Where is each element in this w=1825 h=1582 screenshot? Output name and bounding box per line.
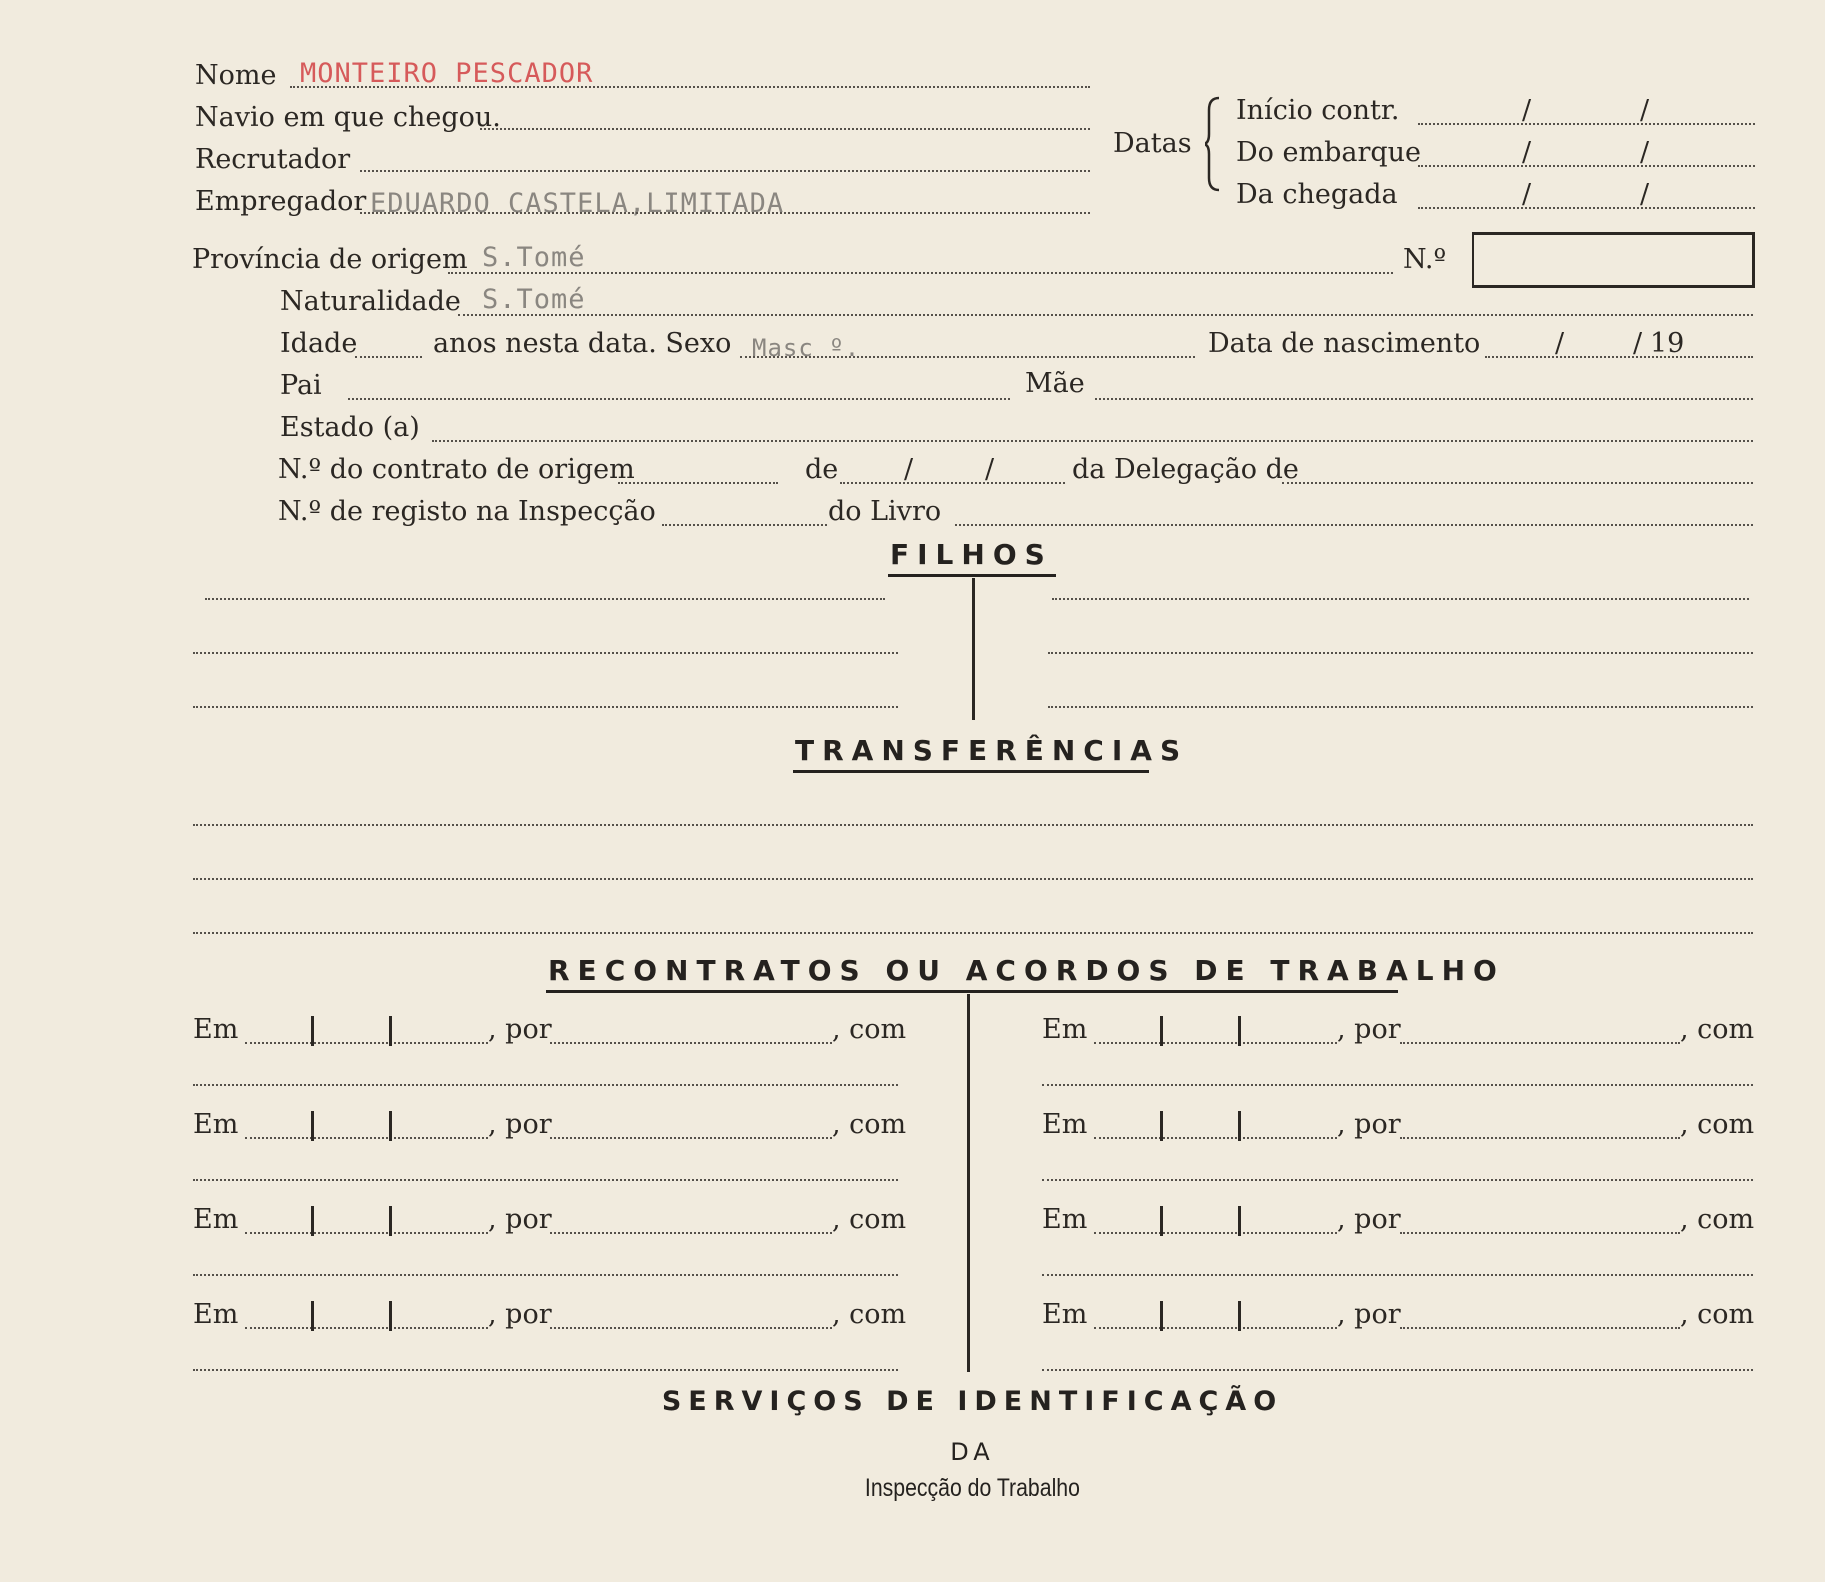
numero-box (1472, 232, 1755, 288)
delegacao-label: da Delegação de (1072, 454, 1299, 485)
nome-label: Nome (195, 60, 277, 91)
transferencias-line (193, 878, 1753, 880)
mae-line (1095, 398, 1753, 400)
datas-label: Datas (1113, 128, 1192, 159)
provincia-line (448, 272, 1393, 274)
provincia-value: S.Tomé (482, 242, 586, 273)
sexo-line (740, 356, 1195, 358)
nome-line (290, 86, 1090, 88)
embarque-line (1418, 165, 1755, 167)
idade-line (355, 356, 422, 358)
transferencias-heading: TRANSFERÊNCIAS (795, 734, 1189, 767)
naturalidade-label: Naturalidade (280, 286, 461, 317)
contrato-label: N.º do contrato de origem (278, 454, 635, 485)
recrutador-label: Recrutador (195, 144, 351, 175)
transferencias-underline (793, 770, 1149, 773)
datas-brace (1205, 96, 1229, 192)
inicio-label: Início contr. (1236, 95, 1400, 126)
recontratos-divider (967, 994, 970, 1372)
filhos-divider (972, 578, 975, 720)
estado-label: Estado (a) (280, 412, 420, 443)
identification-form: Nome MONTEIRO PESCADOR Navio em que chegou. Recrutador Empregador EDUARDO CASTELA,LIMITADA Datas Início contr. / / Do embarque / / Da chegada / / Província de origem S.Tomé N.º Naturalidade S.Tomé Idade anos nesta data. Sexo Masc º. Data de nascimento / / 19 Pai Mãe Estado (a) N.º do contrato de origem de / / da Delegação de N.º de registo na Inspecção do Livro FILHOS TRANSFERÊNCIAS RECONTRATOS OU ACORDOS DE TRABALHO Em , por , com Em , por , com Em , por , com Em , por , com Em , por , com Em , por , com Em , por , com Em , por , com SERVIÇOS DE IDENTIFICAÇÃO DA Inspecção do Trabalho (0, 0, 1825, 1582)
transferencias-line (193, 932, 1753, 934)
year-prefix: 19 (1650, 328, 1685, 359)
empregador-line (360, 212, 1090, 214)
naturalidade-line (458, 314, 1753, 316)
recontratos-heading: RECONTRATOS OU ACORDOS DE TRABALHO (548, 954, 1505, 987)
estado-line (432, 440, 1753, 442)
nascimento-line (1485, 356, 1753, 358)
nascimento-label: Data de nascimento (1208, 328, 1481, 359)
livro-label: do Livro (828, 496, 942, 527)
anos-sexo-label: anos nesta data. Sexo (433, 328, 732, 359)
provincia-label: Província de origem (192, 244, 468, 275)
chegada-label: Da chegada (1236, 179, 1398, 210)
de-label: de (805, 454, 839, 485)
nome-value: MONTEIRO PESCADOR (300, 58, 594, 89)
filhos-line (1048, 706, 1753, 708)
numero-label: N.º (1403, 244, 1447, 275)
filhos-line (1048, 652, 1753, 654)
footer-da: DA (950, 1438, 995, 1466)
empregador-value: EDUARDO CASTELA,LIMITADA (370, 188, 785, 219)
naturalidade-value: S.Tomé (482, 284, 586, 315)
footer-title: SERVIÇOS DE IDENTIFICAÇÃO (661, 1386, 1284, 1417)
transferencias-line (193, 824, 1753, 826)
delegacao-line (1282, 482, 1753, 484)
filhos-line (1052, 598, 1749, 600)
navio-line (480, 128, 1090, 130)
footer-inspeccao: Inspecção do Trabalho (864, 1474, 1080, 1502)
filhos-heading: FILHOS (890, 538, 1053, 571)
embarque-label: Do embarque (1236, 137, 1422, 168)
pai-line (348, 398, 1010, 400)
livro-line (955, 524, 1753, 526)
mae-label: Mãe (1025, 368, 1085, 399)
empregador-label: Empregador (195, 186, 367, 217)
idade-label: Idade (280, 328, 358, 359)
filhos-line (205, 598, 885, 600)
recrutador-line (360, 170, 1090, 172)
contrato-date-line (840, 482, 1065, 484)
chegada-line (1418, 207, 1755, 209)
filhos-line (193, 652, 898, 654)
pai-label: Pai (280, 370, 322, 401)
inicio-line (1418, 123, 1755, 125)
sexo-value: Masc º. (752, 334, 861, 362)
filhos-line (193, 706, 898, 708)
contrato-line (618, 482, 778, 484)
registo-label: N.º de registo na Inspecção (278, 496, 656, 527)
filhos-underline (888, 574, 1056, 577)
registo-line (662, 524, 827, 526)
recontratos-underline (546, 990, 1398, 993)
navio-label: Navio em que chegou. (195, 102, 501, 133)
